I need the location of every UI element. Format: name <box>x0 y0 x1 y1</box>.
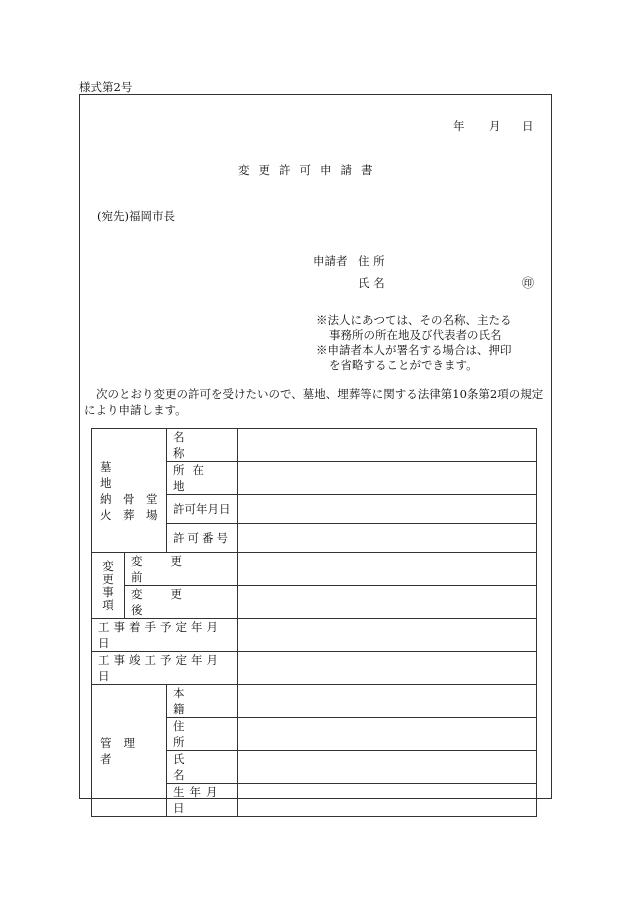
table-row <box>92 553 537 586</box>
permit-date-value-cell[interactable] <box>238 495 537 524</box>
construction-end-value-cell[interactable] <box>238 652 537 685</box>
facility-location-label-cell: 所在地 <box>167 462 238 495</box>
change-item-char: 更 <box>102 571 114 586</box>
after-change-label-cell: 変更後 <box>125 586 238 619</box>
facility-name-value-cell[interactable] <box>238 429 537 462</box>
application-table <box>91 428 537 817</box>
permit-number-label-cell: 許可番号 <box>167 524 238 553</box>
registered-domicile-value-cell[interactable] <box>238 685 537 718</box>
document-title: 変更許可申請書 <box>238 163 382 177</box>
application-statement: 次のとおり変更の許可を受けたいので、墓地、埋葬等に関する法律第10条第2項の規定により申請します。 <box>84 387 544 417</box>
year-label: 年 <box>453 119 465 133</box>
facility-location-value-cell[interactable] <box>238 462 537 495</box>
construction-start-label-cell: 工事着手予定年月日 <box>92 619 238 652</box>
change-item-char: 項 <box>102 597 114 612</box>
change-item-vertical-label <box>92 560 124 612</box>
before-change-value-cell[interactable] <box>238 553 537 586</box>
birth-date-label-cell: 生年月日 <box>167 784 238 817</box>
name-label: 氏 名 <box>358 276 385 290</box>
facility-type-line: 納 骨 堂 <box>100 491 158 506</box>
applicant-label: 申請者 <box>313 254 348 268</box>
table-row <box>92 619 537 652</box>
notes <box>316 313 512 373</box>
facility-type-cell <box>92 429 167 553</box>
addressee: (宛先)福岡市長 <box>97 209 175 223</box>
manager-address-value-cell[interactable] <box>238 718 537 751</box>
manager-name-value-cell[interactable] <box>238 751 537 784</box>
facility-type-line: 火 葬 場 <box>100 507 158 522</box>
note-line: ※申請者本人が署名する場合は、押印 <box>316 343 512 357</box>
construction-start-value-cell[interactable] <box>238 619 537 652</box>
month-label: 月 <box>489 119 501 133</box>
seal-mark: ㊞ <box>522 276 535 290</box>
change-item-char: 変 <box>102 558 114 573</box>
birth-date-value-cell[interactable] <box>238 784 537 817</box>
permit-number-value-cell[interactable] <box>238 524 537 553</box>
manager-name-label-cell: 氏名 <box>167 751 238 784</box>
table-row <box>92 586 537 619</box>
manager-address-label-cell: 住所 <box>167 718 238 751</box>
construction-end-label-cell: 工事竣工予定年月日 <box>92 652 238 685</box>
address-label: 住 所 <box>358 254 385 268</box>
note-line: ※法人にあつては、その名称、主たる <box>316 313 512 327</box>
facility-name-label-cell: 名称 <box>167 429 238 462</box>
change-item-char: 事 <box>102 584 114 599</box>
day-label: 日 <box>522 119 534 133</box>
note-line: 事務所の所在地及び代表者の氏名 <box>329 328 502 342</box>
facility-type-labels <box>100 459 158 523</box>
table-row <box>92 685 537 718</box>
form-number: 様式第2号 <box>79 80 133 94</box>
table-row <box>92 429 537 462</box>
manager-label-cell: 管理者 <box>92 685 167 817</box>
note-line: を省略することができます。 <box>329 358 478 372</box>
registered-domicile-label-cell: 本籍 <box>167 685 238 718</box>
table-row <box>92 652 537 685</box>
facility-type-line: 墓 地 <box>100 459 158 490</box>
after-change-value-cell[interactable] <box>238 586 537 619</box>
permit-date-label-cell: 許可年月日 <box>167 495 238 524</box>
before-change-label-cell: 変更前 <box>125 553 238 586</box>
change-item-label-cell <box>92 553 125 619</box>
date-line <box>0 118 630 132</box>
